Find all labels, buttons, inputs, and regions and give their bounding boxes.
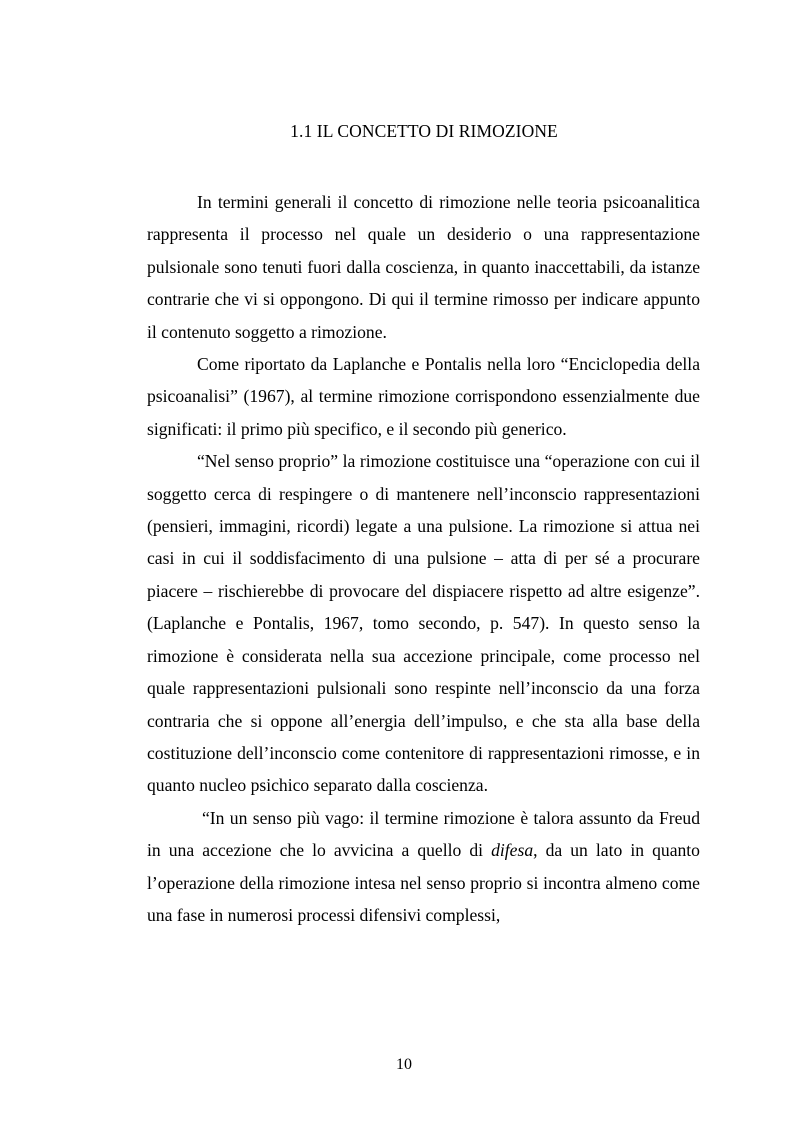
paragraph-4 [147,802,700,932]
paragraph-2: Come riportato da Laplanche e Pontalis nella loro “Enciclopedia della psicoanalisi” (1967), al termine rimozione corrispondono essenzialmente due significati: il primo più specifico, e il secondo più generico. [147,354,700,439]
paragraph-4-text-before: “In un senso più vago: il termine rimozione è talora assunto da Freud in una accezione che lo avvicina a quello di [147,807,700,861]
paragraph-1: In termini generali il concetto di rimozione nelle teoria psicoanalitica rappresenta il processo nel quale un desiderio o una rappresentazione pulsionale sono tenuti fuori dalla coscienza, in quanto inaccettabili, da istanze contrarie che vi si oppongono. Di qui il termine rimosso per indicare appunto il contenuto soggetto a rimozione. [147,192,700,342]
body-text [147,186,700,931]
page-number: 10 [396,1056,412,1073]
section-heading: 1.1 IL CONCETTO DI RIMOZIONE [290,121,558,141]
paragraph-4-text-after: , da un lato in quanto l’operazione della rimozione intesa nel senso proprio si incontra almeno come una fase in numerosi processi difensivi complessi, [147,840,700,925]
emphasis-difesa: difesa [491,840,534,861]
paragraph-3: “Nel senso proprio” la rimozione costituisce una “operazione con cui il soggetto cerca di respingere o di mantenere nell’inconscio rappresentazioni (pensieri, immagini, ricordi) legate a una pulsione. La rimozione si attua nei casi in cui il soddisfacimento di una pulsione – atta di per sé a procurare piacere – rischierebbe di provocare del dispiacere rispetto ad altre esigenze”. (Laplanche e Pontalis, 1967, tomo secondo, p. 547). In questo senso la rimozione è considerata nella sua accezione principale, come processo nel quale rappresentazioni pulsionali sono respinte nell’inconscio da una forza contraria che si oppone all’energia dell’impulso, e che sta alla base della costituzione dell’inconscio come contenitore di rappresentazioni rimosse, e in quanto nucleo psichico separato dalla coscienza. [147,451,700,796]
